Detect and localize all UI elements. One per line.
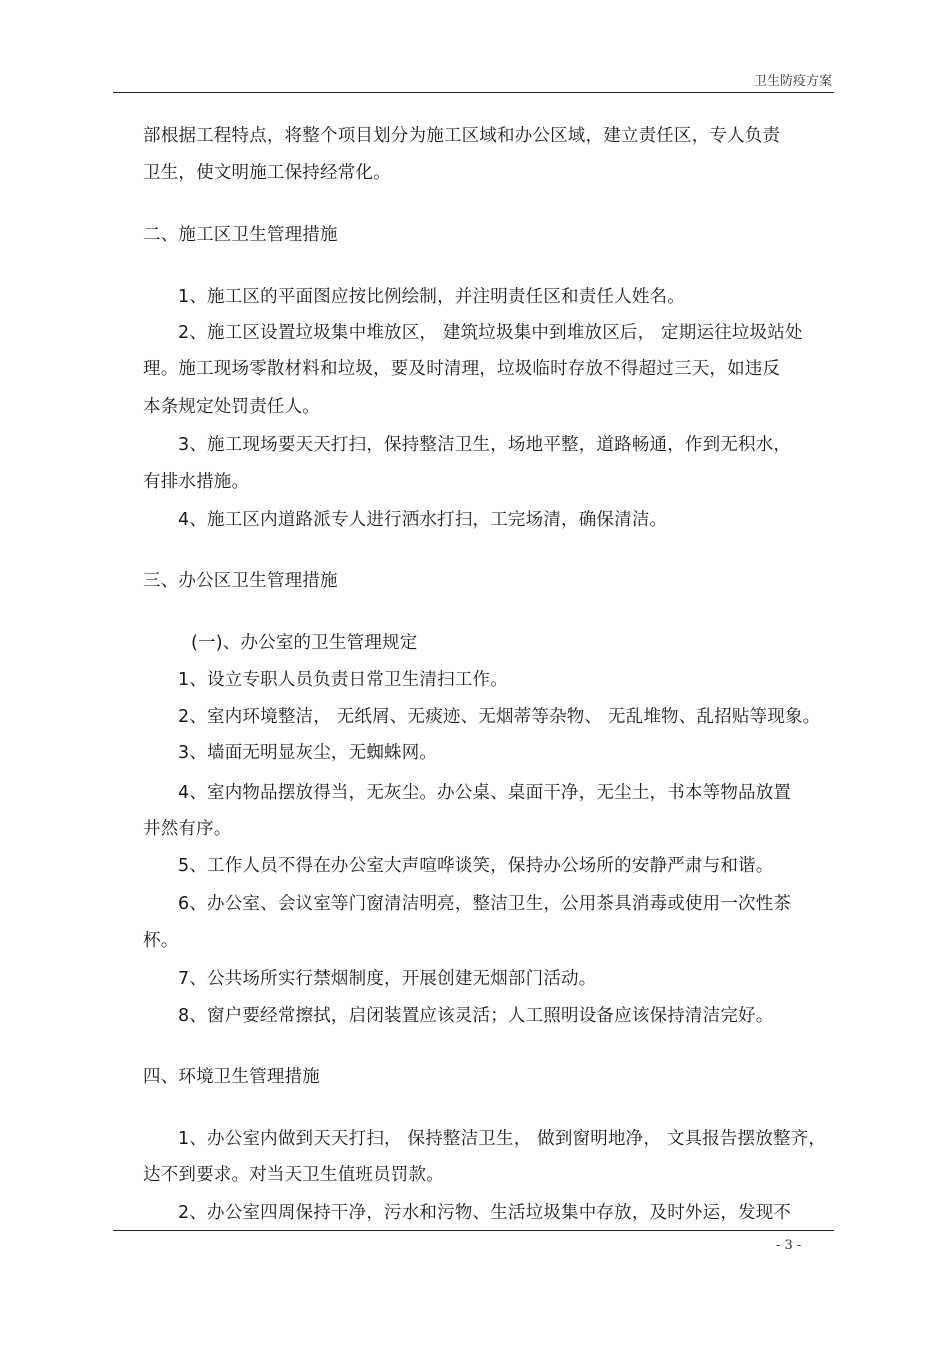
body-line: 达不到要求。对当天卫生值班员罚款。 — [143, 1165, 444, 1185]
body-line: 2、室内环境整洁， 无纸屑、无痰迹、无烟蒂等杂物、 无乱堆物、乱招贴等现象。 — [178, 707, 821, 727]
header-title: 卫生防疫方案 — [753, 74, 832, 89]
body-line: 有排水措施。 — [143, 472, 250, 492]
footer-rule — [113, 1230, 834, 1231]
body-line: 4、室内物品摆放得当，无灰尘。办公桌、桌面干净，无尘土，书本等物品放置 — [178, 783, 792, 803]
body-line: 3、墙面无明显灰尘，无蜘蛛网。 — [178, 743, 438, 763]
body-line: 5、工作人员不得在办公室大声喧哗谈笑，保持办公场所的安静严肃与和谐。 — [178, 856, 774, 876]
body-line: 部根据工程特点，将整个项目划分为施工区域和办公区域，建立责任区，专人负责 — [143, 126, 781, 146]
body-line: 4、施工区内道路派专人进行洒水打扫，工完场清，确保清洁。 — [178, 510, 668, 530]
section-heading: 二、施工区卫生管理措施 — [143, 225, 338, 245]
body-line: 1、办公室内做到天天打扫， 保持整洁卫生， 做到窗明地净， 文具报告摆放整齐， — [178, 1129, 827, 1149]
page-number: - 3 - — [776, 1238, 802, 1253]
body-line: 3、施工现场要天天打扫，保持整洁卫生，场地平整，道路畅通，作到无积水， — [178, 435, 792, 455]
body-line: 2、办公室四周保持干净，污水和污物、生活垃圾集中存放，及时外运，发现不 — [178, 1203, 792, 1223]
sub-heading: (一)、办公室的卫生管理规定 — [191, 633, 418, 653]
body-line: 本条规定处罚责任人。 — [143, 397, 320, 417]
section-heading: 四、环境卫生管理措施 — [143, 1067, 320, 1087]
body-line: 2、施工区设置垃圾集中堆放区， 建筑垃圾集中到堆放区后， 定期运往垃圾站处 — [178, 323, 803, 343]
header-rule — [113, 92, 834, 93]
body-line: 理。施工现场零散材料和垃圾，要及时清理，垃圾临时存放不得超过三天，如违反 — [143, 359, 781, 379]
body-line: 1、施工区的平面图应按比例绘制，并注明责任区和责任人姓名。 — [178, 287, 685, 307]
body-line: 8、窗户要经常擦拭，启闭装置应该灵活；人工照明设备应该保持清洁完好。 — [178, 1006, 774, 1026]
body-line: 6、办公室、会议室等门窗清洁明亮，整洁卫生，公用茶具消毒或使用一次性茶 — [178, 894, 792, 914]
body-line: 杯。 — [143, 931, 179, 951]
body-line: 7、公共场所实行禁烟制度，开展创建无烟部门活动。 — [178, 969, 597, 989]
section-heading: 三、办公区卫生管理措施 — [143, 571, 338, 591]
body-line: 井然有序。 — [143, 819, 232, 839]
body-line: 卫生，使文明施工保持经常化。 — [143, 163, 391, 183]
body-line: 1、设立专职人员负责日常卫生清扫工作。 — [178, 670, 508, 690]
